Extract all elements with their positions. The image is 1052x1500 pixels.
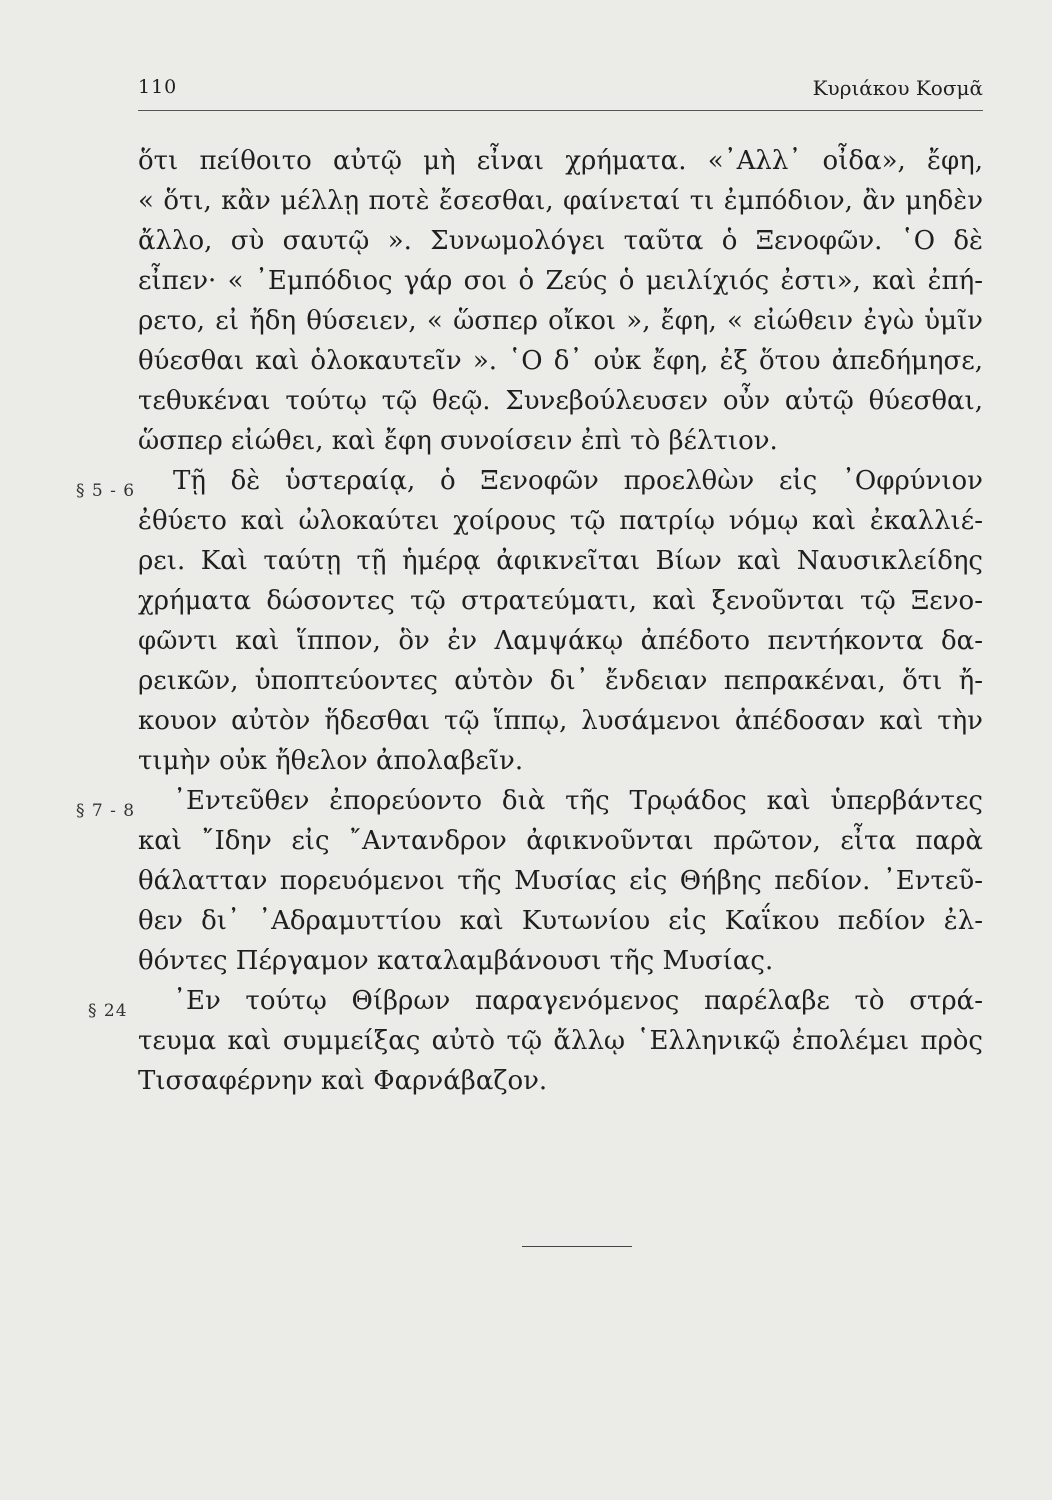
text-line: « ὅτι, κἂν μέλλῃ ποτὲ ἔσεσθαι, φαίνεταί τι ἐμπόδιον, ἂν μηδὲν: [138, 186, 983, 216]
text-line: ὥσπερ εἰώθει, καὶ ἔφη συνοίσειν ἐπὶ τὸ βέλτιον.: [138, 426, 778, 456]
text-line: ἄλλο, σὺ σαυτῷ ». Συνωμολόγει ταῦτα ὁ Ξενοφῶν. ῾Ο δὲ: [138, 226, 983, 256]
text-line: ὅτι πείθοιτο αὐτῷ μὴ εἶναι χρήματα. «᾿Αλλ᾿ οἶδα», ἔφη,: [138, 146, 983, 176]
text-line: θάλατταν πορευόμενοι τῆς Μυσίας εἰς Θήβης πεδίον. ᾿Εντεῦ-: [138, 866, 983, 896]
text-line: τεθυκέναι τούτῳ τῷ θεῷ. Συνεβούλευσεν οὖν αὐτῷ θύεσθαι,: [138, 386, 983, 416]
text-line: θόντες Πέργαμον καταλαμβάνουσι τῆς Μυσίας.: [138, 946, 774, 976]
text-line: εἶπεν· « ᾿Εμπόδιος γάρ σοι ὁ Ζεύς ὁ μειλίχιός ἐστι», καὶ ἐπή-: [138, 266, 983, 296]
text-line: Τῇ δὲ ὑστεραίᾳ, ὁ Ξενοφῶν προελθὼν εἰς ᾿Οφρύνιον: [173, 466, 983, 496]
text-line: ρεικῶν, ὑποπτεύοντες αὐτὸν δι᾿ ἔνδειαν πεπρακέναι, ὅτι ἤ-: [138, 666, 983, 696]
running-title: Κυριάκου Κοσμᾶ: [812, 76, 983, 100]
text-line: τευμα καὶ συμμείξας αὐτὸ τῷ ἄλλῳ ῾Ελληνικῷ ἐπολέμει πρὸς: [138, 1026, 983, 1056]
text-line: τιμὴν οὐκ ἤθελον ἀπολαβεῖν.: [138, 746, 524, 776]
page-number: 110: [138, 76, 178, 98]
text-line: φῶντι καὶ ἵππον, ὃν ἐν Λαμψάκῳ ἀπέδοτο πεντήκοντα δα-: [138, 626, 983, 656]
text-line: καὶ ῎Ιδην εἰς ῎Αντανδρον ἀφικνοῦνται πρῶτον, εἶτα παρὰ: [138, 826, 983, 856]
section-reference: § 24: [88, 1001, 128, 1021]
text-line: ρει. Καὶ ταύτῃ τῇ ἡμέρᾳ ἀφικνεῖται Βίων καὶ Ναυσικλείδης: [138, 546, 983, 576]
page-header: [138, 70, 983, 111]
text-line: ἐθύετο καὶ ὠλοκαύτει χοίρους τῷ πατρίῳ νόμῳ καὶ ἐκαλλιέ-: [138, 506, 983, 536]
text-line: ᾿Εν τούτῳ Θίβρων παραγενόμενος παρέλαβε τὸ στρά-: [173, 986, 983, 1016]
text-line: Τισσαφέρνην καὶ Φαρνάβαζον.: [138, 1066, 548, 1096]
text-line: κουον αὐτὸν ἥδεσθαι τῷ ἵππῳ, λυσάμενοι ἀπέδοσαν καὶ τὴν: [138, 706, 983, 736]
text-line: ρετο, εἰ ἤδη θύσειεν, « ὥσπερ οἴκοι », ἔφη, « εἰώθειν ἐγὼ ὑμῖν: [138, 306, 983, 336]
text-line: θεν δι᾿ ᾿Αδραμυττίου καὶ Κυτωνίου εἰς Καΐκου πεδίον ἐλ-: [138, 906, 983, 936]
end-rule: [522, 1246, 632, 1247]
text-line: ᾿Εντεῦθεν ἐπορεύοντο διὰ τῆς Τρῳάδος καὶ ὑπερβάντες: [173, 786, 983, 816]
text-line: χρήματα δώσοντες τῷ στρατεύματι, καὶ ξενοῦνται τῷ Ξενο-: [138, 586, 983, 616]
text-line: θύεσθαι καὶ ὁλοκαυτεῖν ». ῾Ο δ᾿ οὐκ ἔφη, ἐξ ὅτου ἀπεδήμησε,: [138, 346, 983, 376]
section-reference: § 5 - 6: [76, 481, 136, 501]
section-reference: § 7 - 8: [76, 801, 136, 821]
